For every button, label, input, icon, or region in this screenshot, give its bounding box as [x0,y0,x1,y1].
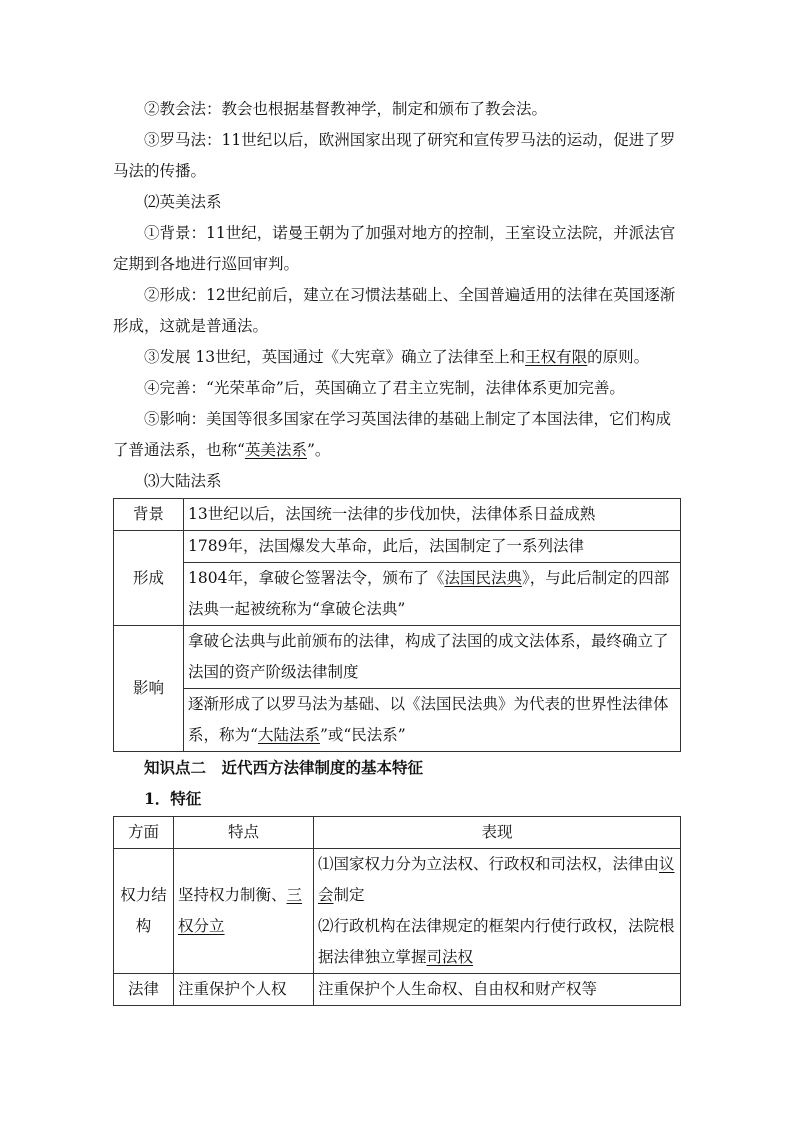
underlined-blank: 大陆法系 [257,726,320,744]
background-text: 13世纪以后，法国统一法律的步伐加快，法律体系日益成熟 [184,499,681,531]
underlined-blank: 司法权 [426,948,474,966]
expression-rights: 注重保护个人生命权、自由权和财产权等 [314,974,681,1006]
roman-law-paragraph: ③罗马法：11世纪以后，欧洲国家出现了研究和宣传罗马法的运动，促进了罗马法的传播。 [113,131,676,180]
text: ”。 [306,441,331,459]
influence-text-1: 拿破仑法典与此前颁布的法律，构成了法国的成文法体系，最终确立了法国的资产阶级法律制度 [184,626,681,689]
table-row [114,531,681,563]
table-row [114,626,681,689]
aspect-law: 法律 [114,974,174,1006]
features-table [113,816,681,1006]
expression-1 [318,849,676,911]
table-row [114,689,681,752]
church-law-paragraph: ②教会法：教会也根据基督教神学，制定和颁布了教会法。 [144,100,548,118]
table-row [114,974,681,1006]
features-subheading: 1．特征 [144,789,202,808]
anglo-influence [113,404,683,466]
column-header-feature: 特点 [174,817,314,849]
anglo-formation: ②形成：12世纪前后，建立在习惯法基础上、全国普遍适用的法律在英国逐渐形成，这就是普通法。 [113,286,676,335]
text: 制定 [333,886,365,904]
table-header-row [114,817,681,849]
formation-text-2 [184,563,681,626]
continental-law-table [113,498,681,752]
underlined-blank: 三权分立 [178,886,303,935]
text: 坚持权力制衡、 [178,886,287,904]
feature-individual-rights: 注重保护个人权 [174,974,314,1006]
underlined-blank: 王权有限 [525,348,588,366]
expression-cell [314,849,681,974]
table-row [114,563,681,626]
row-label-formation: 形成 [114,531,184,626]
table-row [114,499,681,531]
expression-2 [318,911,676,973]
anglo-development [113,342,683,373]
text: ⑴国家权力分为立法权、行政权和司法权，法律由 [318,855,660,873]
anglo-heading: ⑵英美法系 [144,193,222,211]
text: 的原则。 [587,348,650,366]
anglo-perfection: ④完善：“光荣革命”后，英国确立了君主立宪制，法律体系更加完善。 [144,379,625,397]
text: ⑤影响：美国等很多国家在学习英国法律的基础上制定了本国法律，它们构成了普通法系，也称“ [113,410,672,459]
text: 》，与此后制定的四部法典一起被统称为“拿破仑法典” [188,569,670,618]
continental-heading: ⑶大陆法系 [144,472,222,490]
column-header-aspect: 方面 [114,817,174,849]
text: ③发展 13世纪，英国通过《大宪章》确立了法律至上和 [144,348,526,366]
formation-text-1: 1789年，法国爆发大革命，此后，法国制定了一系列法律 [184,531,681,563]
knowledge-point-2-heading: 知识点二 近代西方法律制度的基本特征 [144,758,424,777]
text: 逐渐形成了以罗马法为基础、以《法国民法典》为代表的世界性法律体系，称为“ [188,695,669,744]
text: 1804年，拿破仑签署法令，颁布了《 [188,569,445,587]
row-label-background: 背景 [114,499,184,531]
aspect-power-structure: 权力结构 [114,849,174,974]
text: ⑵行政机构在法律规定的框架内行使行政权，法院根据法律独立掌握 [318,917,675,966]
influence-text-2 [184,689,681,752]
underlined-blank: 议会 [318,855,675,904]
anglo-background: ①背景：11世纪，诺曼王朝为了加强对地方的控制，王室设立法院，并派法官定期到各地进行巡回审判。 [113,224,676,273]
feature-checks-balances [174,849,314,974]
column-header-expression: 表现 [314,817,681,849]
underlined-blank: 英美法系 [244,441,307,459]
text: ”或“民法系” [319,726,406,744]
page-content [113,94,683,1006]
row-label-influence: 影响 [114,626,184,752]
underlined-blank: 法国民法典 [444,569,522,587]
table-row [114,849,681,974]
